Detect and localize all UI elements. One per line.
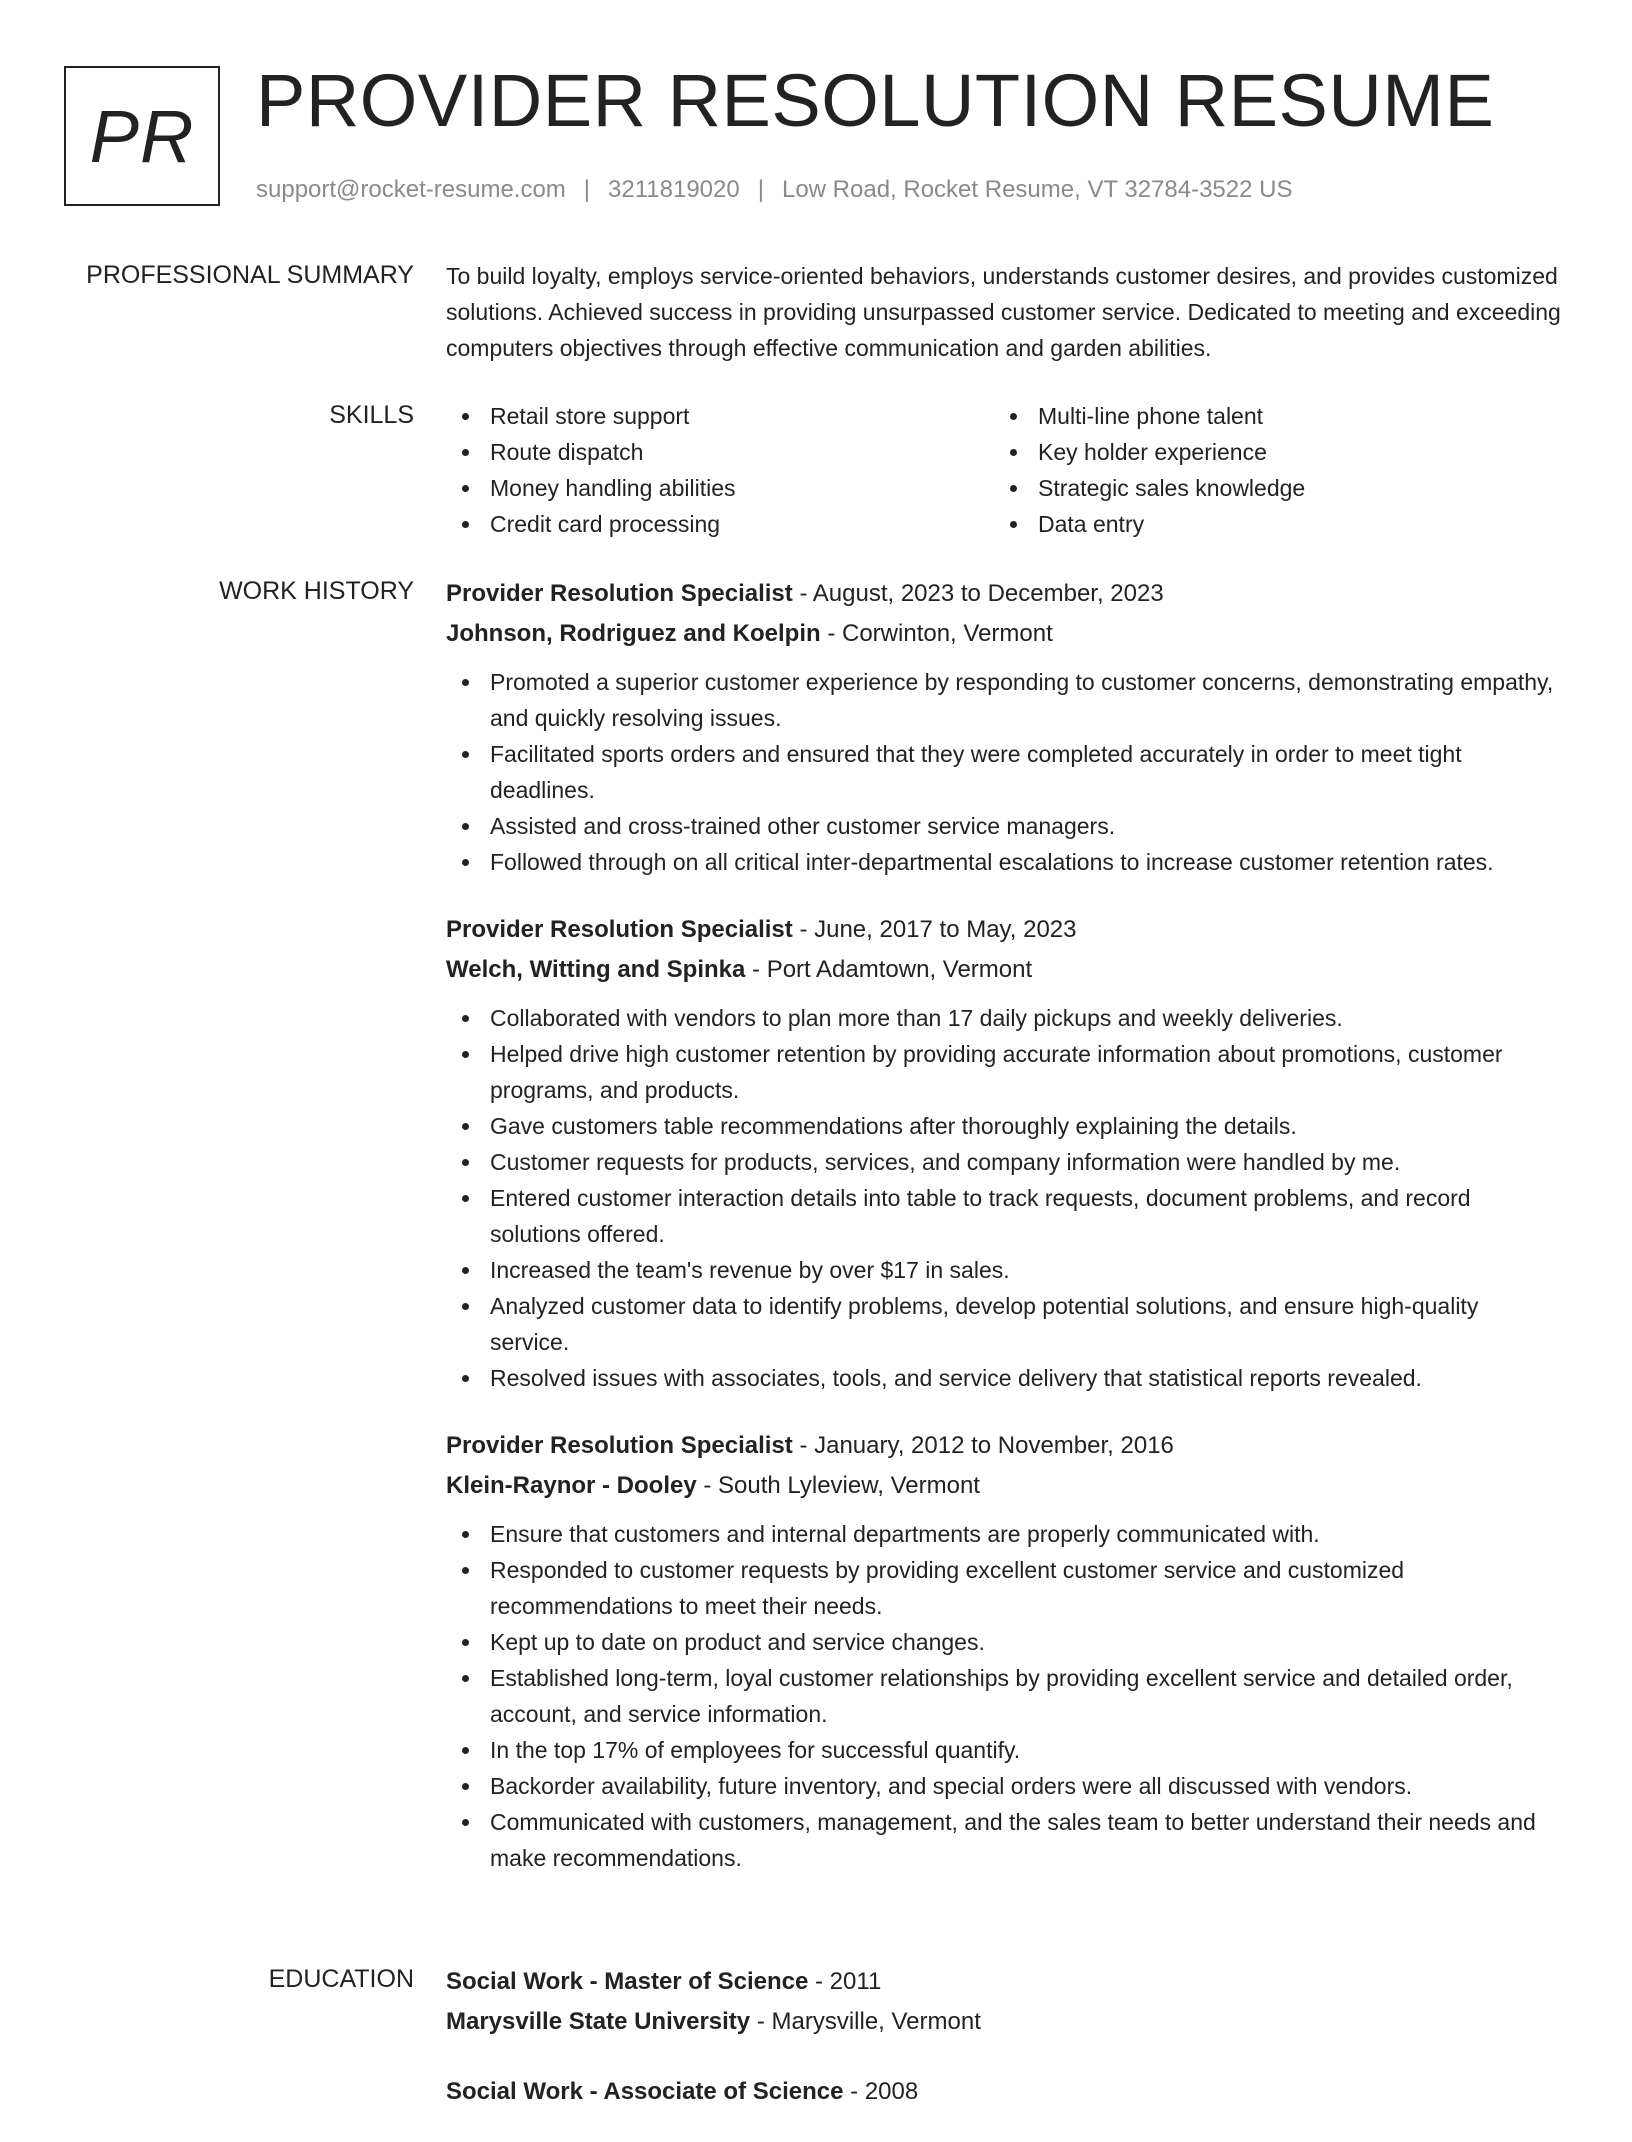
skill-item: Route dispatch bbox=[446, 434, 994, 470]
section-label-skills: SKILLS bbox=[329, 401, 414, 429]
education-school: Marysville State University bbox=[446, 2008, 751, 2035]
job-company: Johnson, Rodriguez and Koelpin bbox=[446, 620, 821, 647]
education-degree: Social Work - Associate of Science bbox=[446, 2078, 844, 2105]
job-company-line bbox=[446, 1466, 1562, 1506]
summary-text: To build loyalty, employs service-oriented behaviors, understands customer desires, and provides customized solutions. Achieved success in providing unsurpassed customer service. Dedicated to meeting and exceeding computers objectives through effective communication and garden abilities. bbox=[446, 263, 1561, 361]
job-bullet: Gave customers table recommendations after thoroughly explaining the details. bbox=[446, 1108, 1562, 1144]
education-degree-line bbox=[446, 1962, 1562, 2002]
skill-item: Data entry bbox=[994, 506, 1542, 542]
job-bullet: Established long-term, loyal customer relationships by providing excellent service and detailed order, account, and service information. bbox=[446, 1660, 1562, 1732]
skill-item: Money handling abilities bbox=[446, 470, 994, 506]
contact-email[interactable]: support@rocket-resume.com bbox=[256, 176, 566, 203]
skill-item: Multi-line phone talent bbox=[994, 398, 1542, 434]
job-bullet: Backorder availability, future inventory, and special orders were all discussed with vendors. bbox=[446, 1768, 1562, 1804]
job-dates: - January, 2012 to November, 2016 bbox=[799, 1432, 1174, 1459]
job-bullet: Followed through on all critical inter-departmental escalations to increase customer retention rates. bbox=[446, 844, 1562, 880]
job-bullets bbox=[446, 1000, 1562, 1396]
job-bullet: In the top 17% of employees for successful quantify. bbox=[446, 1732, 1562, 1768]
job-location: - South Lyleview, Vermont bbox=[703, 1472, 980, 1499]
job-title-line bbox=[446, 910, 1562, 950]
job-bullet: Entered customer interaction details into table to track requests, document problems, and record solutions offered. bbox=[446, 1180, 1562, 1252]
section-label-education: EDUCATION bbox=[268, 1965, 414, 1993]
job-location: - Port Adamtown, Vermont bbox=[752, 956, 1033, 983]
section-label-summary: PROFESSIONAL SUMMARY bbox=[86, 261, 414, 289]
job-bullet: Customer requests for products, services, and company information were handled by me. bbox=[446, 1144, 1562, 1180]
job-dates: - August, 2023 to December, 2023 bbox=[799, 580, 1164, 607]
job-company-line bbox=[446, 950, 1562, 990]
job-bullet: Increased the team's revenue by over $17 in sales. bbox=[446, 1252, 1562, 1288]
job-company: Welch, Witting and Spinka bbox=[446, 956, 746, 983]
skills-list-left bbox=[446, 398, 994, 542]
job-title-line bbox=[446, 1426, 1562, 1466]
contact-separator: | bbox=[583, 176, 591, 203]
job-bullet: Ensure that customers and internal departments are properly communicated with. bbox=[446, 1516, 1562, 1552]
job-bullet: Responded to customer requests by providing excellent customer service and customized recommendations to meet their needs. bbox=[446, 1552, 1562, 1624]
education-school-line bbox=[446, 2002, 1562, 2042]
education-degree-line bbox=[446, 2072, 1562, 2112]
skill-item: Strategic sales knowledge bbox=[994, 470, 1542, 506]
job-bullets bbox=[446, 664, 1562, 880]
job-entry bbox=[446, 910, 1562, 1396]
skill-item: Credit card processing bbox=[446, 506, 994, 542]
monogram-logo: PR bbox=[64, 66, 220, 206]
job-entry bbox=[446, 1426, 1562, 1876]
skill-item: Key holder experience bbox=[994, 434, 1542, 470]
job-bullet: Helped drive high customer retention by providing accurate information about promotions, customer programs, and products. bbox=[446, 1036, 1562, 1108]
job-entry bbox=[446, 574, 1562, 880]
education-year: - 2008 bbox=[850, 2078, 919, 2105]
job-bullet: Communicated with customers, management, and the sales team to better understand their needs and make recommendations. bbox=[446, 1804, 1562, 1876]
job-bullet: Promoted a superior customer experience by responding to customer concerns, demonstrating empathy, and quickly resolving issues. bbox=[446, 664, 1562, 736]
job-bullets bbox=[446, 1516, 1562, 1876]
job-bullet: Kept up to date on product and service changes. bbox=[446, 1624, 1562, 1660]
job-company: Klein-Raynor - Dooley bbox=[446, 1472, 697, 1499]
job-title: Provider Resolution Specialist bbox=[446, 580, 793, 607]
section-label-work-history: WORK HISTORY bbox=[219, 577, 414, 605]
skills-list-right bbox=[994, 398, 1542, 542]
education-location: - Marysville, Vermont bbox=[756, 2008, 981, 2035]
job-bullet: Facilitated sports orders and ensured that they were completed accurately in order to meet tight deadlines. bbox=[446, 736, 1562, 808]
job-title-line bbox=[446, 574, 1562, 614]
job-bullet: Collaborated with vendors to plan more than 17 daily pickups and weekly deliveries. bbox=[446, 1000, 1562, 1036]
job-title: Provider Resolution Specialist bbox=[446, 916, 793, 943]
education-degree: Social Work - Master of Science bbox=[446, 1968, 809, 1995]
job-bullet: Resolved issues with associates, tools, and service delivery that statistical reports revealed. bbox=[446, 1360, 1562, 1396]
contact-address: Low Road, Rocket Resume, VT 32784-3522 US bbox=[781, 176, 1293, 203]
job-title: Provider Resolution Specialist bbox=[446, 1432, 793, 1459]
contact-line bbox=[256, 174, 1292, 206]
page-title: PROVIDER RESOLUTION RESUME bbox=[256, 59, 1495, 142]
job-location: - Corwinton, Vermont bbox=[827, 620, 1053, 647]
job-company-line bbox=[446, 614, 1562, 654]
contact-separator: | bbox=[757, 176, 764, 203]
job-dates: - June, 2017 to May, 2023 bbox=[799, 916, 1077, 943]
education-entry bbox=[446, 2072, 1562, 2112]
job-bullet: Analyzed customer data to identify problems, develop potential solutions, and ensure high-quality service. bbox=[446, 1288, 1562, 1360]
contact-phone[interactable]: 3211819020 bbox=[608, 176, 740, 203]
education-entry bbox=[446, 1962, 1562, 2042]
skill-item: Retail store support bbox=[446, 398, 994, 434]
job-bullet: Assisted and cross-trained other customer service managers. bbox=[446, 808, 1562, 844]
education-year: - 2011 bbox=[815, 1968, 882, 1995]
